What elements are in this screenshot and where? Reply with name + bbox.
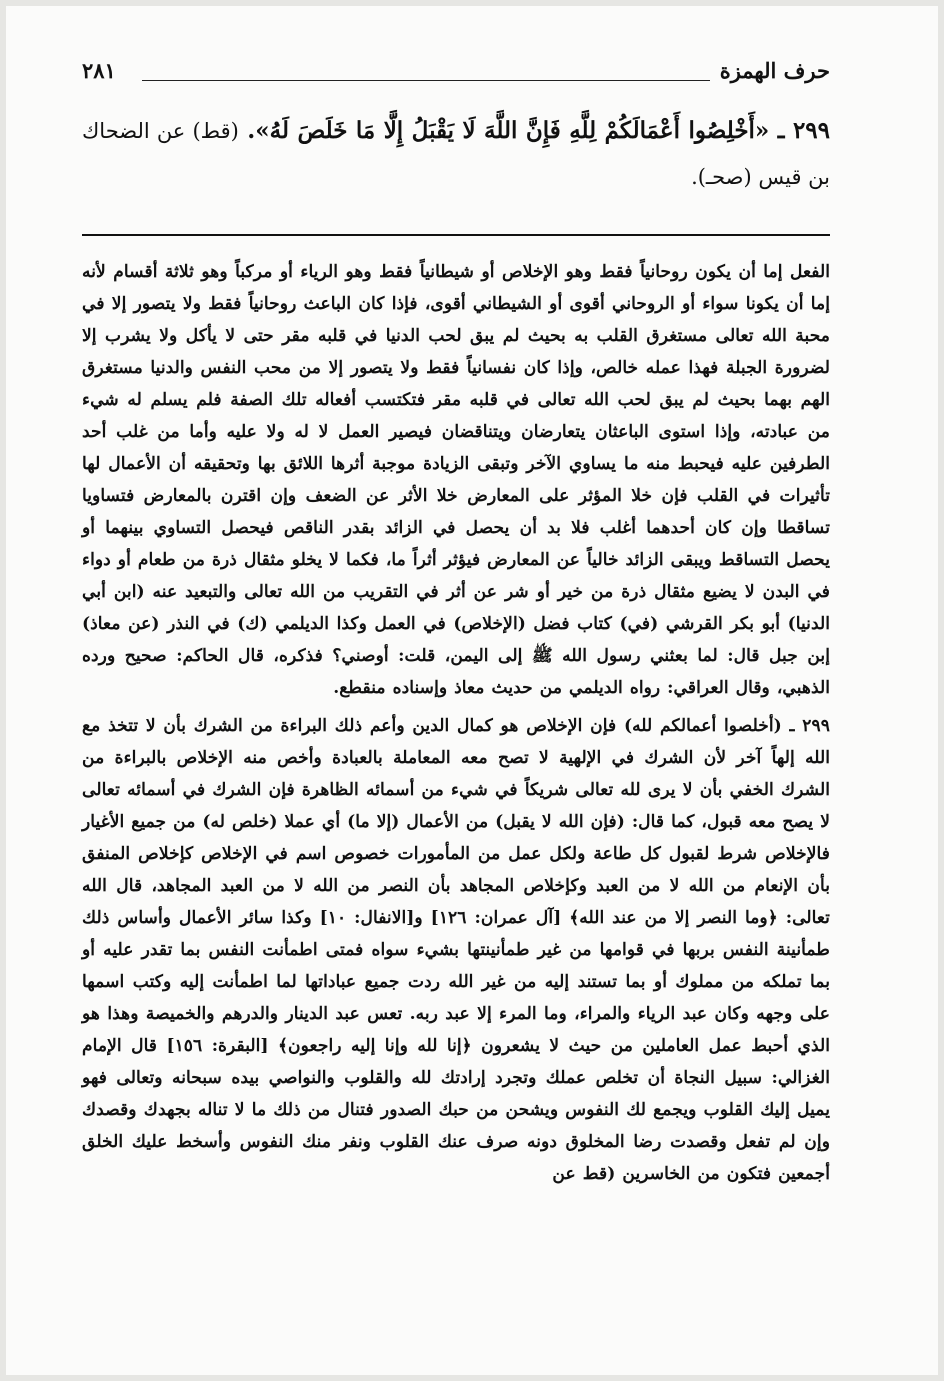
- commentary-paragraph-2: ٢٩٩ ـ (أخلصوا أعمالكم لله) فإن الإخلاص هو كمال الدين وأعم ذلك البراءة من الشرك بأن لا تتخذ مع الله إلهاً آخر لأن الشرك في الإلهية لا تصح معه المعاملة بالعبادة وأخص منه الإخلاص بالبراءة من الشرك الخفي بأن لا يرى لله تعالى شريكاً في شيء من أسمائه الظاهرة فإن الشرك في أسمائه تعالى لا يصح معه قبول، كما قال: (فإن الله لا يقبل) من الأعمال (إلا ما) أي عملا (خلص له) من جميع الأغيار فالإخلاص شرط لقبول كل طاعة ولكل عمل من المأمورات خصوص اسم في الإخلاص كإخلاص المنفق بأن الإنعام من الله لا من العبد وكإخلاص المجاهد بأن النصر من الله لا من العبد المجاهد، قال الله تعالى: ﴿وما النصر إلا من عند الله﴾ [آل عمران: ١٢٦] و[الانفال: ١٠] وكذا سائر الأعمال وأساس ذلك طمأنينة النفس بربها في قوامها من غير طمأنينتها بشيء سواه فمتى اطمأنت النفس بما تقدر عليه أو بما تملكه من مملوك أو بما تستند إليه من غير الله ردت جميع عباداتها لما اطمأنت إليه وكتب اسمها على وجهه وكان عبد الرياء والمراء، وما المرء إلا عبد ربه. تعس عبد الدينار والدرهم والخميصة وهذا هو الذي أحبط عمل العاملين من حيث لا يشعرون ﴿إنا لله وإنا إليه راجعون﴾ [البقرة: ١٥٦] قال الإمام الغزالي: سبيل النجاة أن تخلص عملك وتجرد إرادتك لله والقلوب والنواصي بيده سبحانه وتعالى فهو يميل إليك القلوب ويجمع لك النفوس ويشحن من حبك الصدور فتنال من ذلك ما لا تناله بجهدك وقصدك وإن لم تفعل وقصدت رضا المخلوق دونه صرف عنك القلوب ونفر منك النفوس وأسخط عليك الخلق أجمعين فتكون من الخاسرين (قط عن: [82, 716, 831, 1184]
- hadith-text-block: [82, 108, 830, 200]
- section-divider: [82, 234, 830, 236]
- commentary-block: [82, 256, 830, 1316]
- commentary-paragraph-1: الفعل إما أن يكون روحانياً فقط وهو الإخلاص أو شيطانياً فقط وهو الرياء أو مركباً وهو ثلاثة أقسام لأنه إما أن يكونا سواء أو الروحاني أقوى أو الشيطاني أقوى، فإذا كان الباعث روحانياً فقط ولا يتصور إلا في محبة الله تعالى مستغرق القلب به بحيث لم يبق لحب الدنيا في قلبه مقر حتى لا يأكل ولا يشرب إلا لضرورة الجبلة فهذا عمله خالص، وإذا كان نفسانياً فقط ولا يتصور إلا من محب النفس والدنيا مستغرق الهم بهما بحيث لم يبق لحب الله تعالى في قلبه مقر فتكتسب أفعاله تلك الصفة فلم يسلم له شيء من عبادته، وإذا استوى الباعثان يتعارضان ويتناقضان فيصير العمل لا له ولا عليه وأما من غلب أحد الطرفين عليه فيحبط منه ما يساوي الآخر وتبقى الزيادة موجبة أثرها اللائق بها وتحقيقه أن الأعمال لها تأثيرات في القلب فإن خلا المؤثر على المعارض خلا الأثر عن الضعف وإن اقترن بالمعارض فتساويا تساقطا وإن كان أحدهما أغلب فلا بد أن يحصل في الزائد بقدر الناقص فيحصل التساوي بينهما أو يحصل التساقط ويبقى الزائد خالياً عن المعارض فيؤثر أثراً ما، فكما لا يخلو مثقال ذرة من طعام أو دواء في البدن لا يضيع مثقال ذرة من خير أو شر عن أثر في التقريب من الله تعالى والتبعيد عنه (ابن أبي الدنيا) أبو بكر القرشي (في) كتاب فضل (الإخلاص) في العمل وكذا الديلمي (ك) في النذر (عن معاذ) إبن جبل قال: لما بعثني رسول الله ﷺ إلى اليمن، قلت: أوصني؟ فذكره، قال الحاكم: صحيح ورده الذهبي، وقال العراقي: رواه الديلمي من حديث معاذ وإسناده منقطع.: [82, 262, 830, 698]
- chapter-title: حرف الهمزة: [719, 58, 830, 83]
- page-number: ٢٨١: [82, 58, 116, 83]
- hadith-source: (قط) عن الضحاك بن قيس (صحـ).: [82, 119, 830, 189]
- page-header: [82, 58, 830, 92]
- hadith-text: ٢٩٩ ـ «أَخْلِصُوا أَعْمَالَكُمْ لِلَّهِ فَإِنَّ اللَّهَ لَا يَقْبَلُ إِلَّا مَا خَلَصَ لَهُ».: [247, 117, 830, 144]
- header-rule: [142, 80, 710, 81]
